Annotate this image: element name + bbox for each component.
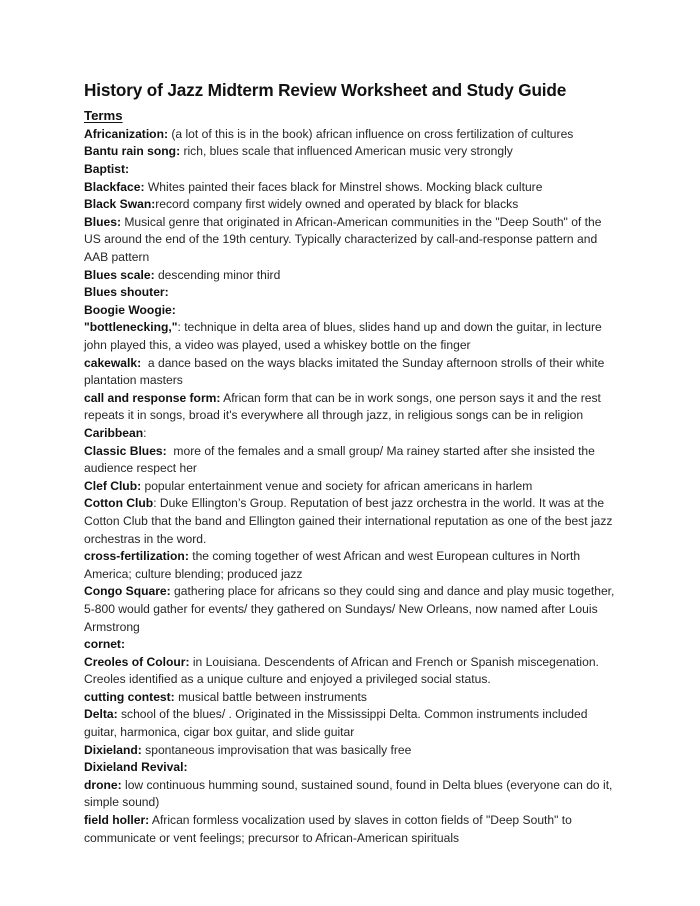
term-name: Africanization (84, 126, 164, 141)
term-entry (84, 319, 618, 354)
term-name: Caribbean (84, 425, 144, 440)
term-entry (84, 495, 618, 548)
term-name: cornet (84, 637, 121, 652)
term-name: Blues shouter (84, 285, 165, 300)
term-definition: African form that can be in work songs, one person says it and the rest repeats it in songs, broad it's everywhere all through jazz, in religious songs can be in religion (84, 390, 605, 423)
term-name: cross-fertilization (84, 549, 185, 564)
term-separator: : (120, 637, 125, 652)
term-entry (84, 302, 618, 320)
term-separator: : (163, 126, 168, 141)
term-separator: : (164, 285, 169, 300)
term-definition: in Louisiana. Descendents of African and French or Spanish miscegenation. Creoles identified as a unique culture and enjoyed a privileged social status. (84, 654, 603, 687)
term-separator: : (117, 777, 122, 792)
term-separator: : (184, 549, 189, 564)
page-title: History of Jazz Midterm Review Worksheet and Study Guide (84, 80, 567, 100)
term-name: Baptist (84, 162, 125, 177)
term-name: Classic Blues (84, 443, 163, 458)
section-heading-terms: Terms (84, 107, 123, 123)
term-entry (84, 390, 618, 425)
term-definition: Whites painted their faces black for Minstrel shows. Mocking black culture (144, 179, 543, 194)
term-separator: : (170, 689, 175, 704)
term-separator: : (145, 813, 150, 828)
term-separator: : (153, 496, 157, 511)
term-name: Creoles of Colour (84, 654, 186, 669)
term-entry (84, 196, 618, 214)
terms-list (84, 126, 618, 847)
term-entry (84, 214, 618, 267)
term-entry (84, 355, 618, 390)
term-name: Congo Square (84, 584, 167, 599)
term-entry (84, 284, 618, 302)
term-entry (84, 636, 618, 654)
term-definition: more of the females and a small group/ Ma rainey started after she insisted the audience respect her (84, 443, 599, 476)
term-definition: spontaneous improvisation that was basically free (141, 742, 412, 757)
term-definition: gathering place for africans so they could sing and dance and play music together, 5-800 would gather for events/ they gathered on Sundays/ New Orleans, now named after Louis Armstrong (84, 584, 618, 634)
term-definition: a dance based on the ways blacks imitated the Sunday afternoon strolls of their white plantation masters (84, 355, 608, 388)
term-name: field holler (84, 813, 146, 828)
term-separator: : (216, 390, 221, 405)
term-definition: popular entertainment venue and society for african americans in harlem (141, 478, 533, 493)
term-name: Bantu rain song (84, 144, 177, 159)
term-entry (84, 654, 618, 689)
term-entry (84, 425, 618, 443)
term-name: Black Swan (84, 197, 152, 212)
term-definition: Duke Ellington’s Group. Reputation of best jazz orchestra in the world. It was at the Cotton Club that the band and Ellington gained their international reputation as one of the best jazz orchestras in the word. (84, 496, 616, 546)
term-name: "bottlenecking," (84, 320, 178, 335)
term-definition: musical battle between instruments (174, 689, 367, 704)
term-separator: : (140, 179, 145, 194)
term-entry (84, 478, 618, 496)
term-entry (84, 583, 618, 636)
term-definition: technique in delta area of blues, slides hand up and down the guitar, in lecture john played this, a video was played, used a whiskey bottle on the finger (84, 320, 606, 352)
term-name: cutting contest (84, 689, 171, 704)
term-definition: school of the blues/ . Originated in the Mississippi Delta. Common instruments included guitar, harmonica, cigar box guitar, and slide guitar (84, 707, 591, 740)
term-name: drone (84, 777, 118, 792)
term-separator: : (162, 443, 167, 458)
term-definition: the coming together of west African and west European cultures in North America; culture blending; produced jazz (84, 549, 583, 581)
term-separator: : (185, 654, 190, 669)
term-name: cakewalk (84, 355, 138, 370)
term-entry (84, 443, 618, 478)
term-name: call and response form (84, 390, 217, 405)
term-entry (84, 812, 618, 847)
term-entry (84, 689, 618, 707)
term-entry (84, 143, 618, 161)
term-separator: : (176, 144, 181, 159)
term-entry (84, 706, 618, 741)
term-name: Dixieland (84, 742, 138, 757)
term-name: Dixieland Revival (84, 760, 184, 775)
term-entry (84, 126, 618, 144)
term-definition: descending minor third (154, 267, 281, 282)
term-separator: : (143, 425, 147, 440)
term-separator: : (113, 707, 118, 722)
term-definition: low continuous humming sound, sustained sound, found in Delta blues (everyone can do it, simple sound) (84, 777, 616, 810)
term-name: Blackface (84, 179, 141, 194)
term-entry (84, 267, 618, 285)
term-separator: : (183, 760, 188, 775)
term-entry (84, 742, 618, 760)
term-name: Delta (84, 707, 114, 722)
term-name: Boogie Woogie (84, 302, 172, 317)
term-entry (84, 759, 618, 777)
term-separator: : (177, 320, 181, 335)
term-entry (84, 179, 618, 197)
term-separator: : (166, 584, 171, 599)
term-definition: Musical genre that originated in African-American communities in the "Deep South" of the US around the end of the 19th century. Typically characterized by call-and-response pattern and AAB pattern (84, 214, 605, 265)
term-separator: : (171, 302, 176, 317)
term-separator: : (137, 355, 142, 370)
term-name: Blues (84, 214, 117, 229)
document-content (84, 80, 618, 847)
term-name: Cotton Club (84, 496, 154, 511)
term-separator: : (137, 742, 142, 757)
term-definition: (a lot of this is in the book) african influence on cross fertilization of cultures (168, 126, 574, 141)
term-entry (84, 777, 618, 812)
term-definition: African formless vocalization used by slaves in cotton fields of "Deep South" to communicate or vent feelings; precursor to African-American spirituals (84, 813, 576, 845)
term-separator: : (150, 267, 155, 282)
term-entry (84, 161, 618, 179)
term-separator: : (137, 478, 142, 493)
term-entry (84, 548, 618, 583)
term-definition: rich, blues scale that influenced American music very strongly (180, 144, 513, 159)
term-definition: record company first widely owned and operated by black for blacks (155, 197, 519, 212)
term-separator: : (151, 197, 156, 212)
term-separator: : (125, 162, 130, 177)
term-name: Clef Club (84, 478, 138, 493)
term-name: Blues scale (84, 267, 151, 282)
term-separator: : (116, 214, 121, 229)
